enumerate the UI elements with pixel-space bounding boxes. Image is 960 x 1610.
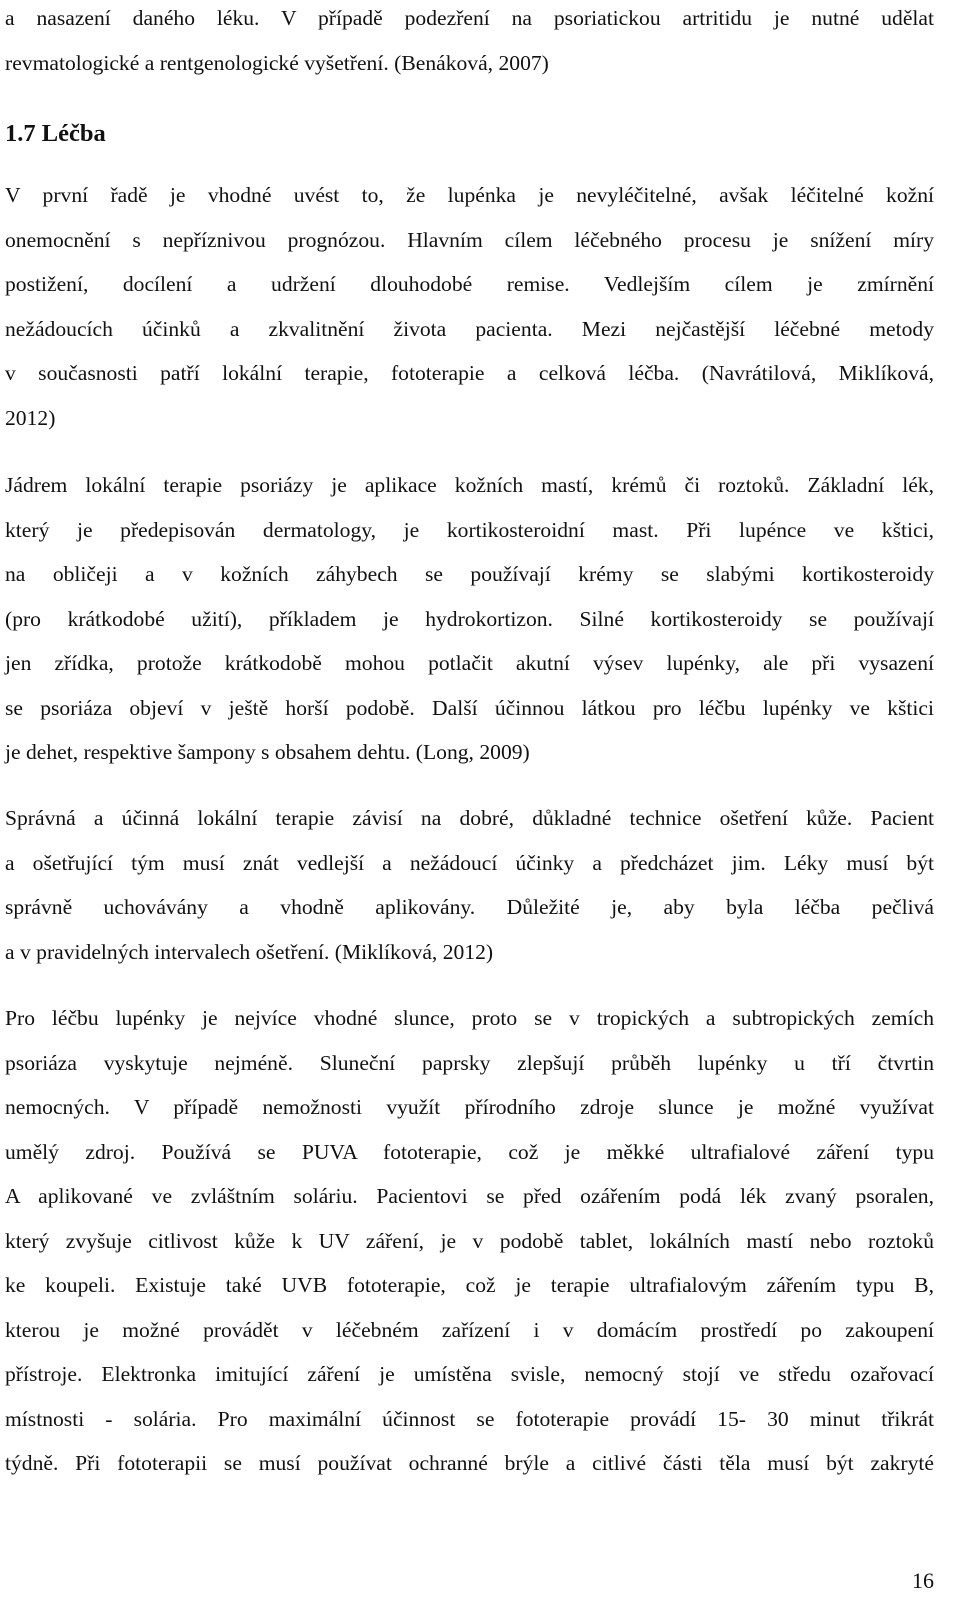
text-line: A aplikované ve zvláštním soláriu. Pacientovi se před ozářením podá lék zvaný psoralen, [5, 1184, 934, 1208]
text-line: a ošetřující tým musí znát vedlejší a nežádoucí účinky a předcházet jim. Léky musí být [5, 850, 934, 875]
intro-text [5, 0, 934, 85]
text-line: místnosti - solária. Pro maximální účinnost se fototerapie provádí 15- 30 minut třikrát [5, 1406, 934, 1431]
text-line: revmatologické a rentgenologické vyšetření. (Benáková, 2007) [5, 50, 549, 75]
text-line: správně uchovávány a vhodně aplikovány. Důležité je, aby byla léčba pečlivá [5, 895, 934, 919]
text-line: se psoriáza objeví v ještě horší podobě. Další účinnou látkou pro léčbu lupénky ve kštici [5, 695, 934, 720]
text-line: Správná a účinná lokální terapie závisí na dobré, důkladné technice ošetření kůže. Pacient [5, 806, 934, 830]
text-line: jen zřídka, protože krátkodobě mohou potlačit akutní výsev lupénky, ale při vysazení [5, 651, 934, 675]
paragraph-4 [5, 996, 934, 1486]
text-line: postižení, docílení a udržení dlouhodobé remise. Vedlejším cílem je zmírnění [5, 272, 934, 296]
text-line: v současnosti patří lokální terapie, fototerapie a celková léčba. (Navrátilová, Miklíková, [5, 361, 934, 385]
paragraph-3 [5, 796, 934, 974]
paragraph-2 [5, 463, 934, 775]
text-line: V první řadě je vhodné uvést to, že lupénka je nevyléčitelné, avšak léčitelné kožní [5, 183, 934, 207]
text-line: který zvyšuje citlivost kůže k UV záření, je v podobě tablet, lokálních mastí nebo roztoků [5, 1228, 934, 1253]
text-line: Jádrem lokální terapie psoriázy je aplikace kožních mastí, krémů či roztoků. Základní lék, [5, 473, 934, 497]
text-line: (pro krátkodobé užití), příkladem je hydrokortizon. Silné kortikosteroidy se používají [5, 606, 934, 631]
text-line: na obličeji a v kožních záhybech se používají krémy se slabými kortikosteroidy [5, 562, 934, 586]
text-line: umělý zdroj. Používá se PUVA fototerapie, což je měkké ultrafialové záření typu [5, 1139, 934, 1164]
text-line: nemocných. V případě nemožnosti využít přírodního zdroje slunce je možné využívat [5, 1095, 934, 1119]
text-line: psoriáza vyskytuje nejméně. Sluneční paprsky zlepšují průběh lupénky u tří čtvrtin [5, 1050, 934, 1075]
text-line: a nasazení daného léku. V případě podezření na psoriatickou artritidu je nutné udělat [5, 6, 934, 30]
page-number: 16 [912, 1568, 934, 1593]
text-line: přístroje. Elektronka imitující záření je umístěna svisle, nemocný stojí ve středu ozařovací [5, 1362, 934, 1386]
text-line: týdně. Při fototerapii se musí používat ochranné brýle a citlivé části těla musí být zakryté [5, 1451, 934, 1475]
text-line: kterou je možné provádět v léčebném zařízení i v domácím prostředí po zakoupení [5, 1317, 934, 1342]
text-line: je dehet, respektive šampony s obsahem dehtu. (Long, 2009) [5, 740, 530, 764]
section-heading: 1.7 Léčba [5, 120, 106, 147]
text-line: onemocnění s nepříznivou prognózou. Hlavním cílem léčebného procesu je snížení míry [5, 227, 934, 252]
text-line: a v pravidelných intervalech ošetření. (Miklíková, 2012) [5, 939, 494, 964]
text-line: Pro léčbu lupénky je nejvíce vhodné slunce, proto se v tropických a subtropických zemích [5, 1006, 934, 1030]
text-line: nežádoucích účinků a zkvalitnění života pacienta. Mezi nejčastější léčebné metody [5, 316, 934, 341]
text-line: 2012) [5, 405, 56, 430]
paragraph-1 [5, 173, 934, 440]
text-line: ke koupeli. Existuje také UVB fototerapie, což je terapie ultrafialovým zářením typu B, [5, 1273, 934, 1297]
text-line: který je předepisován dermatology, je kortikosteroidní mast. Při lupénce ve kštici, [5, 517, 934, 542]
